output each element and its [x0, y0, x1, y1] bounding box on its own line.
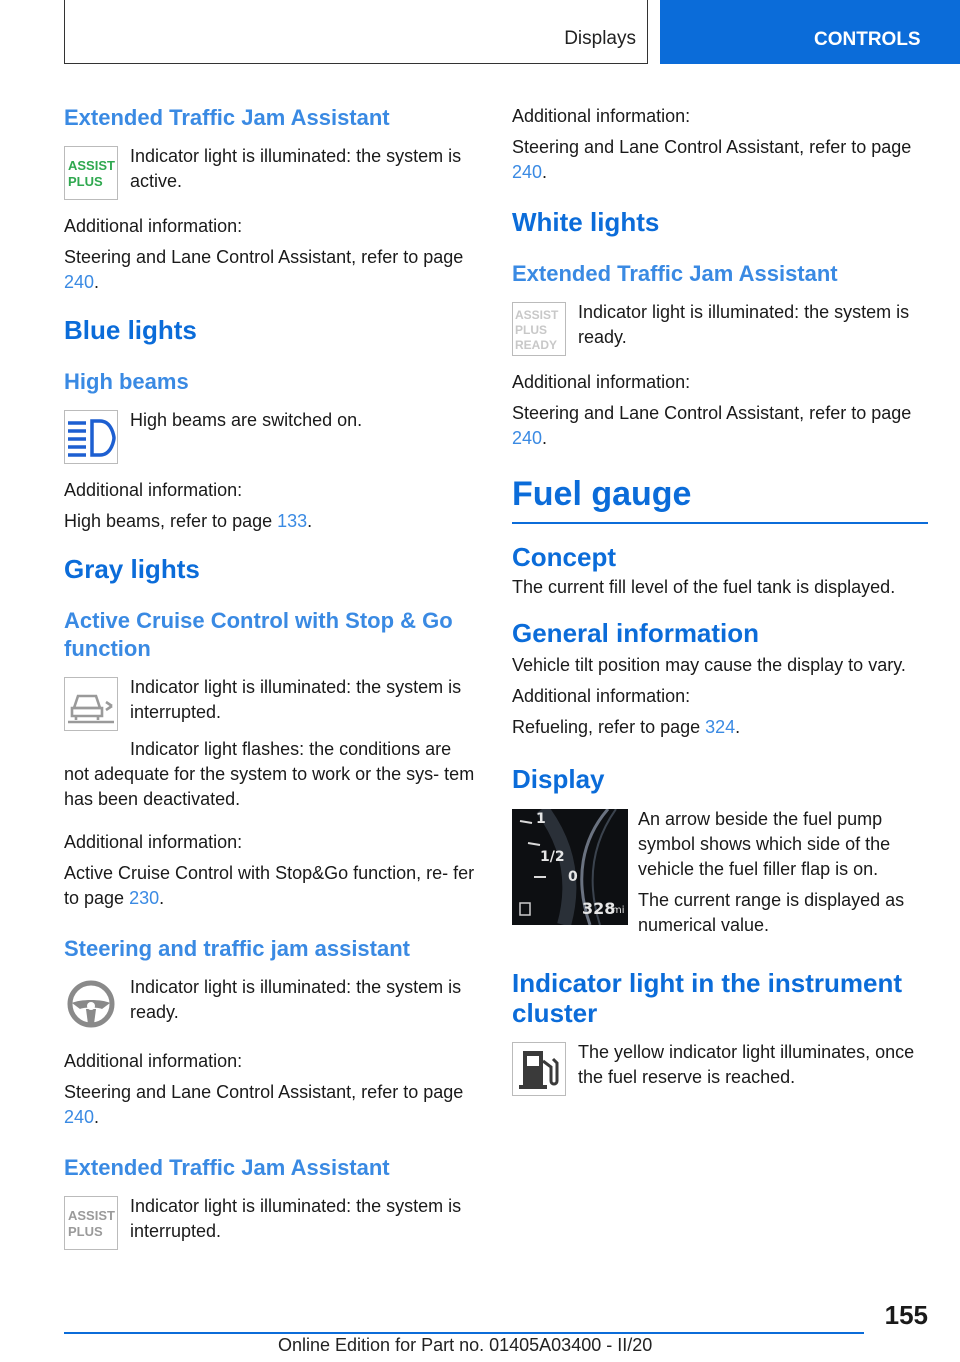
heading-extended-traffic-jam-3: Extended Traffic Jam Assistant	[512, 261, 838, 286]
assist-icon-text: PLUS	[515, 323, 548, 337]
assist-icon-text: READY	[515, 338, 558, 352]
additional-info-label: Additional information:	[64, 480, 243, 500]
body-text: Indicator light is illuminated: the system is active.	[130, 146, 462, 191]
block-fuel-indicator	[512, 1040, 928, 1096]
reference-text: Steering and Lane Control Assistant, refer to page 240.	[64, 247, 464, 292]
body-text: Indicator light is illuminated: the system is interrupted.	[130, 1196, 462, 1241]
body-text: Indicator light is illuminated: the system is ready.	[130, 977, 462, 1022]
heading-active-cruise-control: Active Cruise Control with Stop & Go function	[64, 608, 453, 661]
additional-info-label: Additional information:	[64, 216, 243, 236]
heading-display: Display	[512, 764, 605, 794]
header-section: Displays	[564, 28, 636, 49]
body-text: High beams are switched on.	[130, 410, 363, 430]
body-text: Indicator light is illuminated: the system is ready.	[578, 302, 910, 347]
steering-wheel-icon	[64, 977, 118, 1031]
additional-info-label: Additional information:	[512, 686, 691, 706]
left-column	[64, 100, 476, 1250]
heading-blue-lights: Blue lights	[64, 315, 197, 345]
heading-general-information: General information	[512, 618, 760, 648]
fuel-gauge-full-mark: 1	[536, 811, 546, 827]
fuel-range-unit: mi	[612, 905, 625, 916]
reference-text: Steering and Lane Control Assistant, refer to page 240.	[512, 137, 912, 182]
additional-info-label: Additional information:	[64, 1051, 243, 1071]
cruise-control-icon	[64, 677, 118, 731]
block-cruise-control	[64, 675, 476, 731]
block-display	[512, 807, 928, 938]
assist-icon-text: ASSIST	[515, 308, 559, 322]
assist-icon-text: ASSIST	[68, 1208, 115, 1223]
page-link[interactable]: 324	[705, 717, 736, 737]
additional-info-label: Additional information:	[512, 106, 691, 126]
additional-info-label: Additional information:	[512, 372, 691, 392]
reference-text: High beams, refer to page 133.	[64, 511, 313, 531]
block-assist-interrupted	[64, 1194, 476, 1250]
assist-plus-interrupted-icon	[64, 1196, 118, 1250]
high-beam-icon	[64, 410, 118, 464]
page-link[interactable]: 133	[277, 511, 308, 531]
reference-text: Refueling, refer to page 324.	[512, 717, 741, 737]
reference-text: Active Cruise Control with Stop&Go function, re- fer to page 230.	[64, 863, 475, 908]
fuel-gauge-image	[512, 809, 628, 925]
heading-extended-traffic-jam-2: Extended Traffic Jam Assistant	[64, 1155, 390, 1180]
body-text: Vehicle tilt position may cause the display to vary.	[512, 655, 906, 675]
page-link[interactable]: 240	[64, 1107, 95, 1127]
right-column	[512, 100, 928, 1096]
fuel-gauge-empty-mark: 0	[568, 869, 578, 885]
header-tab-controls: CONTROLS	[660, 0, 960, 64]
page-link[interactable]: 230	[129, 888, 160, 908]
header-frame	[64, 0, 648, 64]
fuel-gauge-half-mark: 1/2	[540, 849, 565, 865]
page-number: 155	[884, 1300, 928, 1330]
heading-extended-traffic-jam-1: Extended Traffic Jam Assistant	[64, 105, 390, 130]
heading-fuel-gauge: Fuel gauge	[512, 475, 928, 524]
assist-plus-active-icon	[64, 146, 118, 200]
heading-indicator-light: Indicator light in the instrument cluster	[512, 968, 902, 1028]
page-link[interactable]: 240	[64, 272, 95, 292]
page-link[interactable]: 240	[512, 162, 543, 182]
block-steering-assistant	[64, 975, 476, 1031]
assist-icon-text: PLUS	[68, 174, 103, 189]
body-text: The yellow indicator light illuminates, once the fuel reserve is reached.	[578, 1042, 915, 1087]
reference-text: Steering and Lane Control Assistant, refer to page 240.	[512, 403, 912, 448]
block-assist-ready	[512, 300, 928, 356]
heading-high-beams: High beams	[64, 369, 189, 394]
block-assist-active	[64, 144, 476, 200]
heading-gray-lights: Gray lights	[64, 554, 200, 584]
heading-concept: Concept	[512, 542, 616, 572]
fuel-range-value: 328	[582, 899, 616, 918]
assist-icon-text: ASSIST	[68, 158, 115, 173]
page-link[interactable]: 240	[512, 428, 543, 448]
body-text-flashes: Indicator light flashes: the conditions are not adequate for the system to work or the sys- tem has been deactivated.	[64, 739, 475, 809]
additional-info-label: Additional information:	[64, 832, 243, 852]
body-text: The current fill level of the fuel tank is displayed.	[512, 577, 896, 597]
body-text: Indicator light is illuminated: the system is interrupted.	[130, 677, 462, 722]
heading-white-lights: White lights	[512, 207, 660, 237]
footer-divider	[64, 1332, 864, 1334]
heading-steering-traffic-jam: Steering and traffic jam assistant	[64, 936, 410, 961]
body-text: An arrow beside the fuel pump symbol shows which side of the vehicle the fuel filler flap is on.	[638, 809, 891, 879]
body-text: The current range is displayed as numerical value.	[638, 890, 905, 935]
footer-edition: Online Edition for Part no. 01405A03400 - II/20	[278, 1335, 653, 1355]
reference-text: Steering and Lane Control Assistant, refer to page 240.	[64, 1082, 464, 1127]
assist-plus-ready-icon	[512, 302, 566, 356]
block-high-beams	[64, 408, 476, 464]
fuel-pump-icon	[512, 1042, 566, 1096]
assist-icon-text: PLUS	[68, 1224, 103, 1239]
